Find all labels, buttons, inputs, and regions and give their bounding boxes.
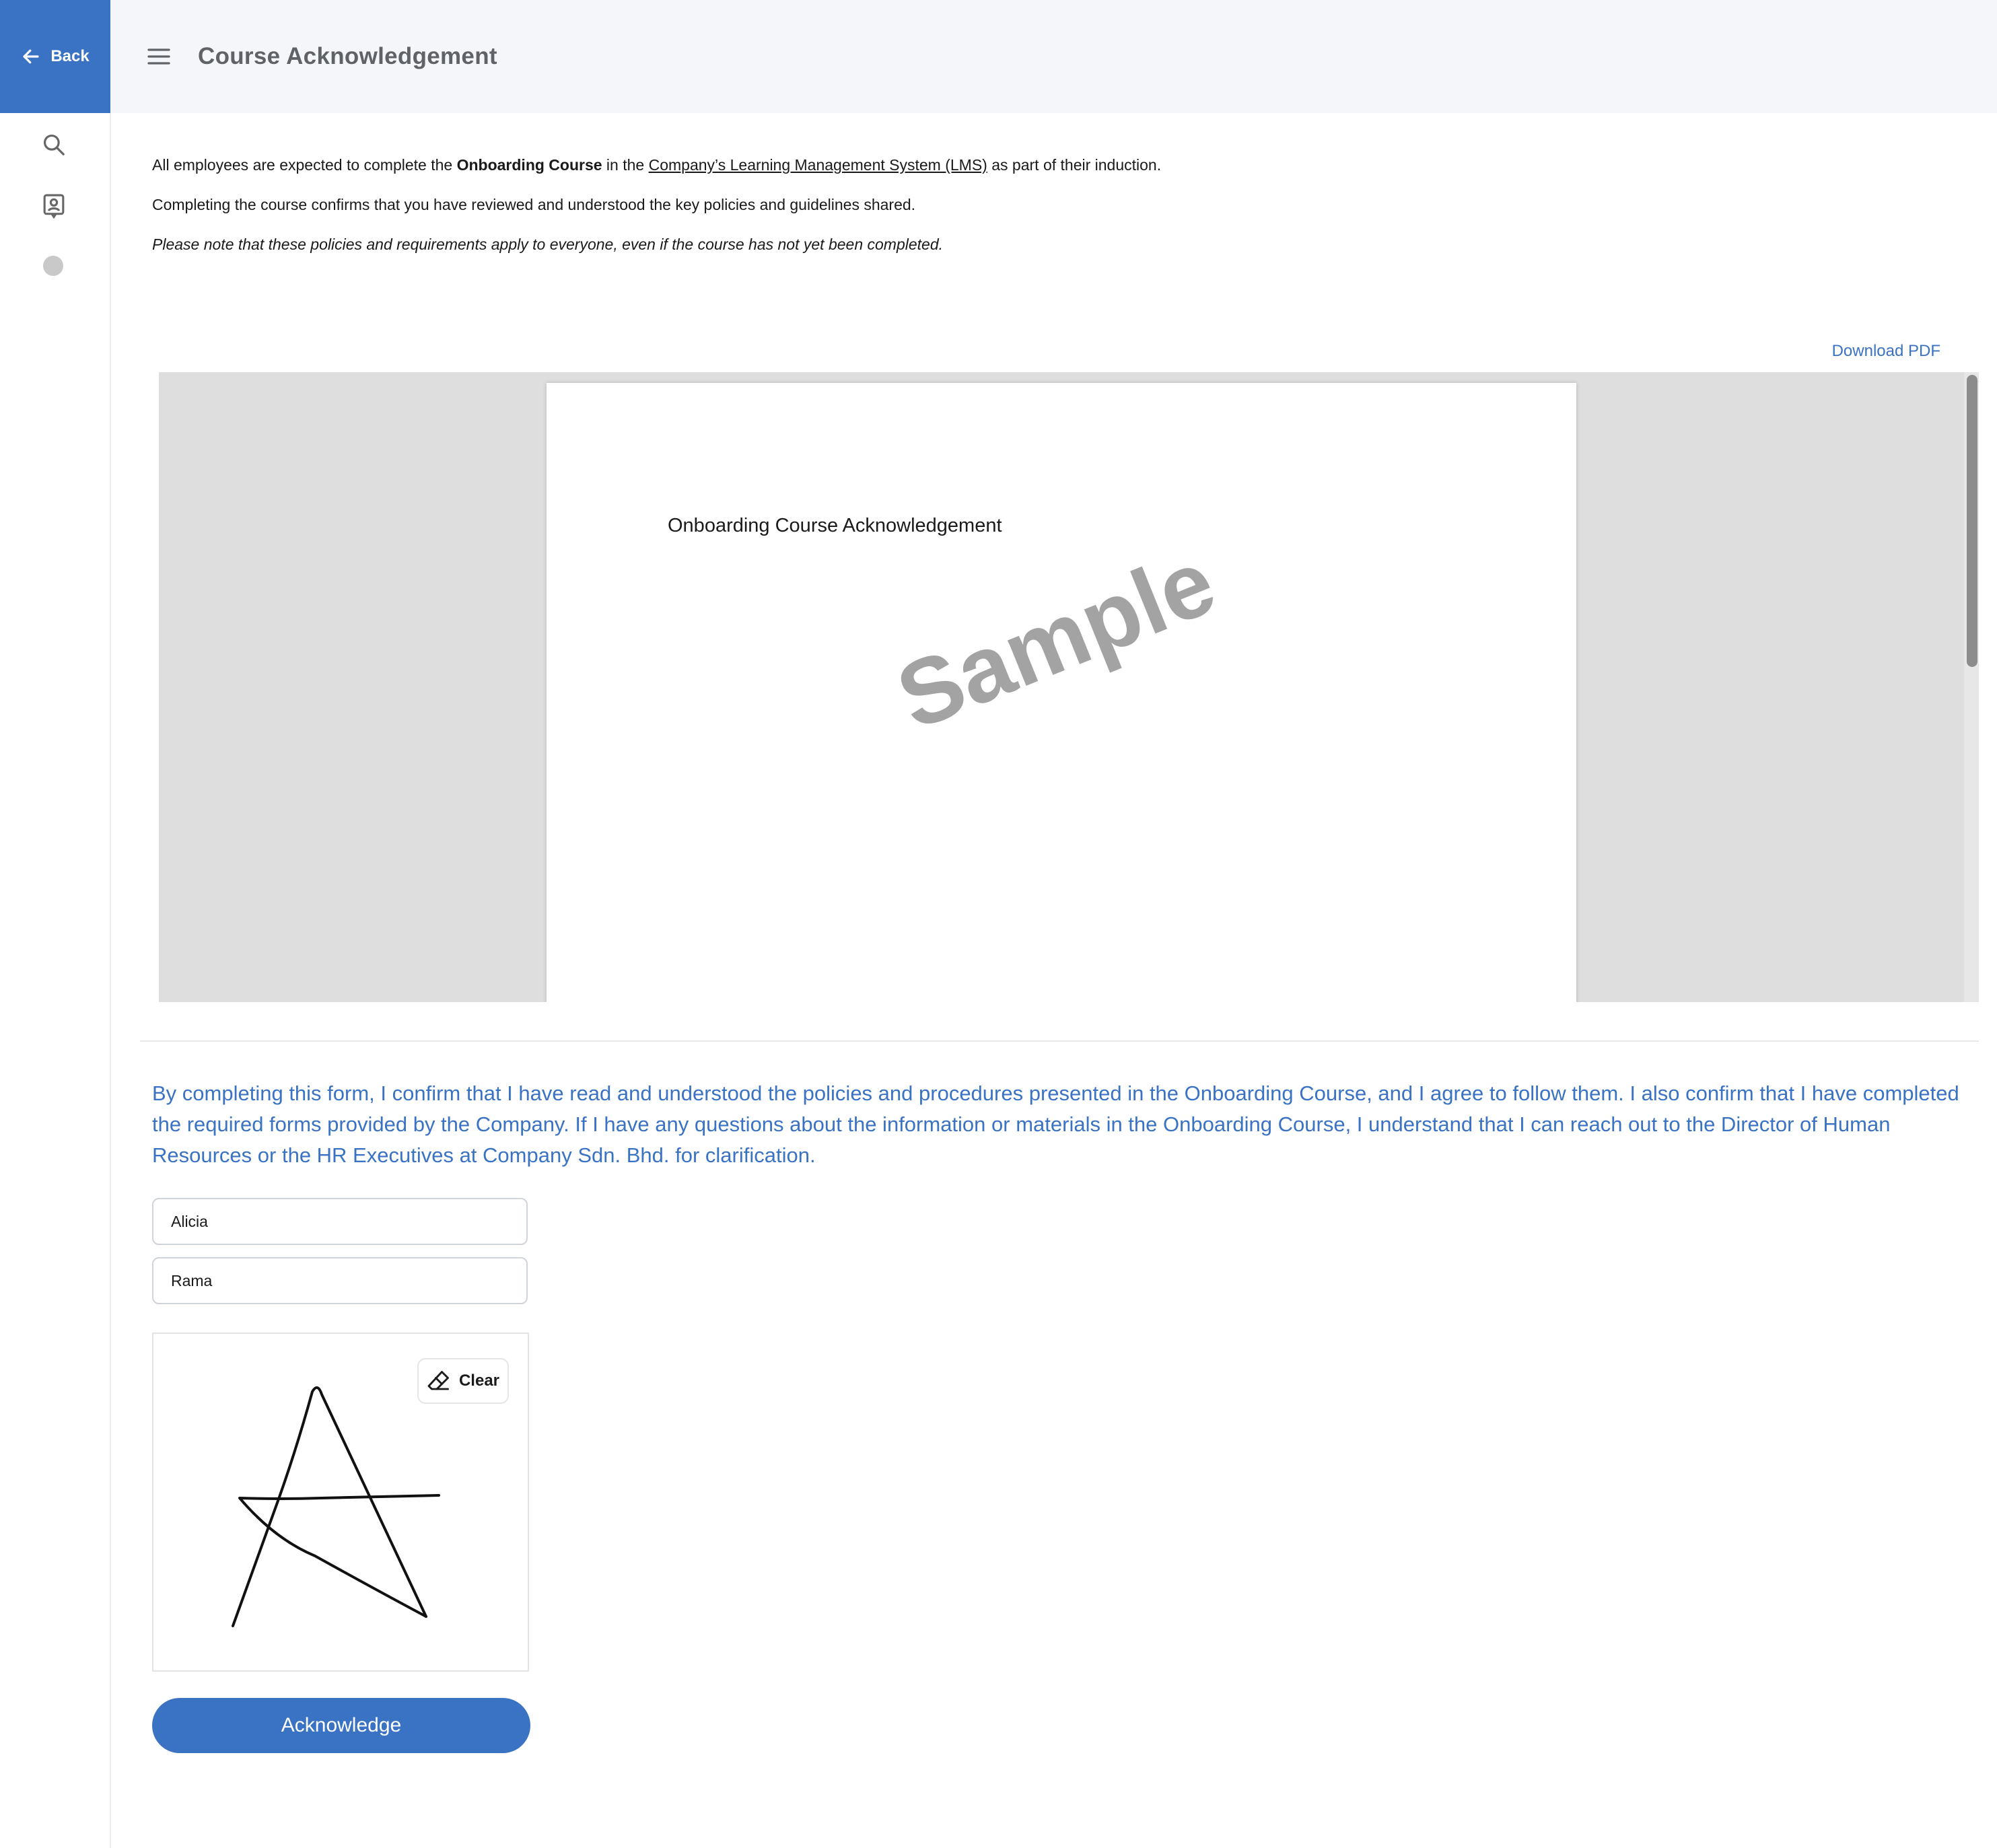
back-label: Back bbox=[50, 47, 90, 65]
intro-line-1 bbox=[152, 156, 1161, 174]
acknowledge-button[interactable]: Acknowledge bbox=[152, 1698, 530, 1753]
clear-signature-button[interactable] bbox=[417, 1358, 509, 1404]
top-bar bbox=[110, 0, 1997, 113]
first-name-input[interactable] bbox=[152, 1198, 528, 1245]
pdf-page bbox=[547, 383, 1576, 1002]
profile-card-button[interactable] bbox=[37, 190, 71, 223]
sample-watermark: Sample bbox=[883, 529, 1229, 750]
scrollbar-thumb[interactable] bbox=[1967, 375, 1977, 667]
intro-note: Please note that these policies and requirements apply to everyone, even if the course has not yet been completed. bbox=[152, 236, 944, 253]
back-button[interactable] bbox=[0, 0, 110, 113]
arrow-left-icon bbox=[21, 46, 41, 67]
intro-line-2: Completing the course confirms that you have reviewed and understood the key policies and guidelines shared. bbox=[152, 196, 916, 213]
contact-card-icon bbox=[41, 193, 67, 220]
confirmation-statement: By completing this form, I confirm that I have read and understood the policies and procedures presented in the Onboarding Course, and I agree to follow them. I also confirm that I have completed the required forms provided by the Company. If I have any questions about the information or materials in the Onboarding Course, I understand that I can reach out to the Director of Human Resources or the HR Executives at Company Sdn. Bhd. for clarification. bbox=[152, 1081, 1959, 1167]
clear-label: Clear bbox=[458, 1372, 500, 1390]
left-rail bbox=[0, 0, 111, 1848]
search-button[interactable] bbox=[37, 128, 71, 162]
download-pdf-link[interactable]: Download PDF bbox=[1831, 342, 1940, 360]
status-dot bbox=[43, 256, 63, 276]
menu-button[interactable] bbox=[145, 43, 172, 70]
menu-icon bbox=[145, 43, 172, 70]
lms-link[interactable]: Company’s Learning Management System (LMS) bbox=[648, 156, 987, 174]
intro-text: as part of their induction. bbox=[987, 156, 1162, 174]
pdf-page-title: Onboarding Course Acknowledgement bbox=[668, 515, 1002, 536]
eraser-icon bbox=[427, 1369, 451, 1393]
search-icon bbox=[41, 132, 67, 157]
intro-text: in the bbox=[602, 156, 649, 174]
signature-pad[interactable] bbox=[152, 1332, 529, 1672]
pdf-viewer[interactable] bbox=[159, 372, 1979, 1002]
page-title: Course Acknowledgement bbox=[198, 43, 497, 69]
course-name: Onboarding Course bbox=[456, 156, 602, 174]
intro-text: All employees are expected to complete the bbox=[152, 156, 457, 174]
last-name-input[interactable] bbox=[152, 1257, 528, 1304]
divider bbox=[140, 1040, 1979, 1042]
pdf-scrollbar[interactable] bbox=[1964, 372, 1979, 1002]
